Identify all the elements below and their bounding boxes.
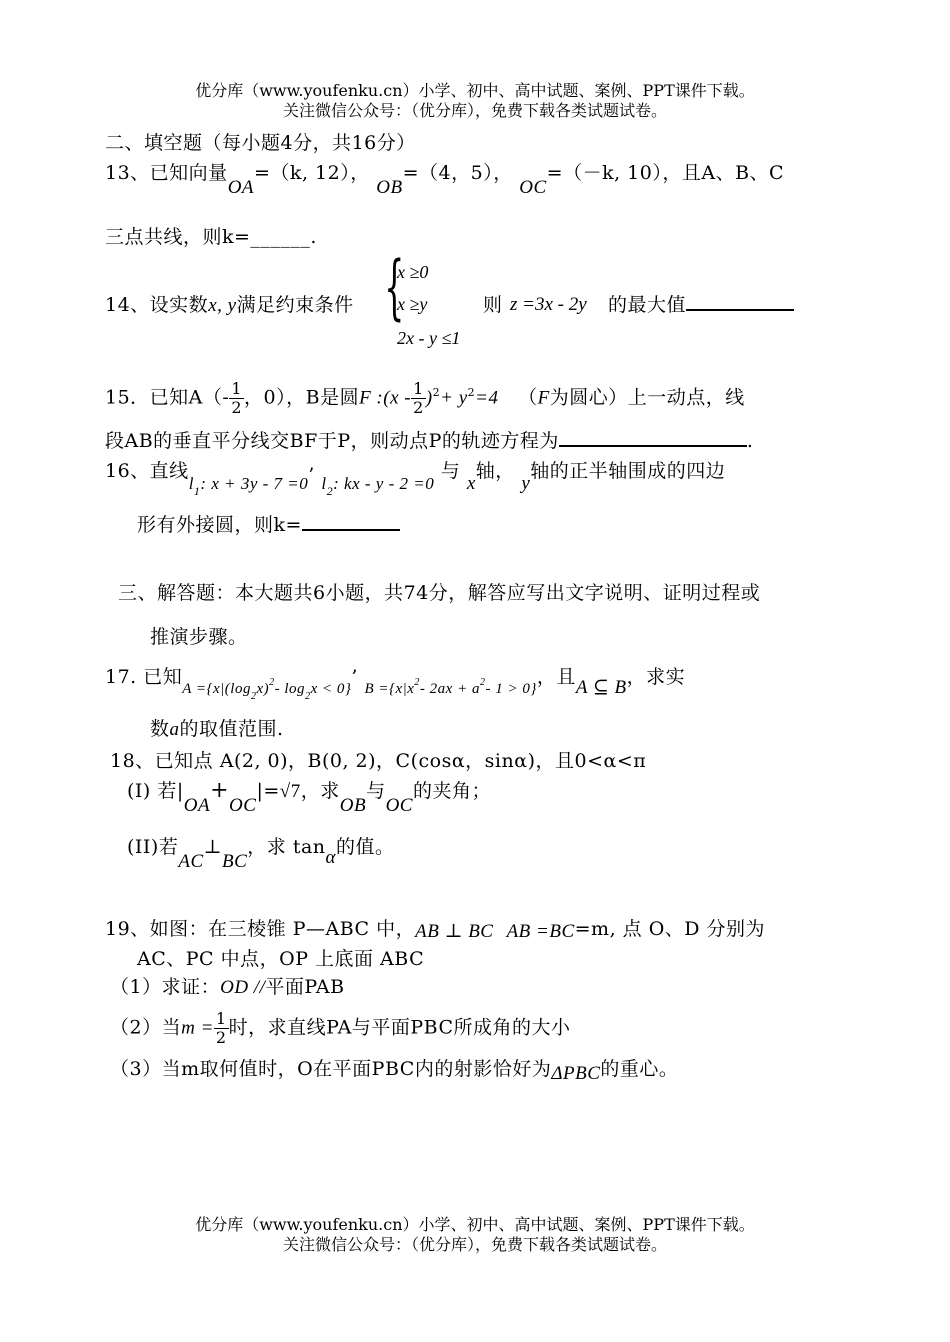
q15-circle-fraction: $\frac{1}{2}$ — [413, 379, 424, 417]
header-line-1: 优分库（www.youfenku.cn）小学、初中、高中试题、案例、PPT课件下载。 — [195, 81, 755, 100]
q19-p2b: 时，求直线PA与平面PBC所成角的大小 — [228, 1016, 571, 1039]
q15-line2-text: 段AB的垂直平分线交BF于P，则动点P的轨迹方程为 — [105, 430, 559, 452]
q15-circle-a: F :(x - — [359, 387, 412, 409]
q18-p1-tail: 的夹角； — [412, 780, 491, 802]
q13-vec-oa: OA — [227, 177, 255, 198]
q17-subset: A ⊆ B — [575, 677, 627, 698]
q15-mid: ，0），B是圆 — [244, 386, 360, 409]
q14-then: 则 — [483, 294, 503, 316]
q18-p2-qiu: ，求 tan — [247, 836, 326, 858]
q18-vec-oc-2: OC — [385, 795, 413, 816]
q16-yu: 与 — [440, 460, 461, 482]
q14-suffix: 的最大值 — [608, 294, 687, 316]
q16-x: x — [466, 473, 476, 494]
q15-line2 — [105, 426, 753, 453]
q16-answer-blank — [302, 529, 400, 531]
q16-yaxis: 轴的正半轴围成的四边 — [530, 460, 726, 482]
q13-oc-value: =（－k, 10），且A、B、C — [546, 162, 785, 184]
q14-prefix: 14、设实数 — [105, 294, 209, 316]
q14-constraint-3: 2x - y ≤1 — [397, 328, 461, 348]
q19-p1a: （1）求证： — [110, 976, 221, 998]
q16-xaxis: 轴， — [475, 460, 515, 482]
q19-part2 — [110, 1010, 570, 1047]
q14-vars: x, y — [208, 295, 237, 316]
q16-line2 — [137, 510, 400, 537]
q15-note-f: F — [537, 387, 550, 409]
q19-part1 — [110, 972, 345, 999]
q16-line-l2: $l_2$: kx - y - 2 =0 — [321, 474, 435, 498]
q16-y: y — [521, 473, 531, 494]
q13-vec-oc: OC — [519, 177, 547, 198]
q19-p3b: 的重心。 — [600, 1058, 679, 1080]
section3-title: 三、解答题：本大题共6小题，共74分，解答应写出文字说明、证明过程或 — [118, 582, 761, 604]
q19-line1a: 19、如图：在三棱锥 P—ABC 中， — [105, 918, 416, 940]
q18-p2-tail: 的值。 — [336, 836, 395, 858]
q19-p2a: （2）当 — [110, 1016, 182, 1039]
q17-var-a: a — [169, 719, 180, 740]
q19-p3a: （3）当m取何值时，O在平面PBC内的射影恰好为 — [110, 1058, 552, 1080]
q13-vec-ob: OB — [376, 177, 403, 198]
q18-p2a: (II)若 — [127, 836, 179, 858]
footer-line-2: 关注微信公众号：（优分库），免费下载各类试题试卷。 — [282, 1235, 667, 1254]
q13-prefix: 13、已知向量 — [105, 162, 228, 184]
q13-oa-value: =（k, 12）， — [254, 162, 370, 184]
q13-ob-value: =（4，5）， — [402, 162, 513, 184]
q19-perp: AB ⊥ BC — [415, 921, 494, 942]
q17-line2 — [150, 714, 284, 741]
q18-sqrt7: √7 — [279, 781, 301, 802]
q17-comma: ’ — [351, 666, 358, 688]
section2-title: 二、填空题（每小题4分，共16分） — [105, 132, 416, 154]
q19-line1 — [105, 914, 765, 941]
q19-p1b: 平面PAB — [265, 976, 345, 998]
q19-fraction: $\frac{1}{2}$ — [215, 1009, 227, 1047]
q19-eq: AB =BC — [506, 921, 575, 942]
q14-objective: z =3x - 2y — [510, 294, 587, 315]
q18-part2 — [127, 832, 395, 872]
q15-fraction-half: $\frac{1}{2}$ — [231, 379, 243, 417]
q19-triangle: ΔPBC — [551, 1063, 601, 1084]
q14-constraint-1: x ≥0 — [397, 262, 429, 282]
q17-line2a: 数 — [150, 718, 170, 740]
q15-prefix: 15．已知A（- — [105, 386, 230, 409]
q14-constraint-2: x ≥y — [397, 294, 428, 314]
q16-prefix: 16、直线 — [105, 460, 189, 482]
q18-vec-oa: OA — [183, 795, 211, 816]
q16-line-l1: $l_1$: x + 3y - 7 =0 — [188, 474, 309, 498]
q19-part3 — [110, 1054, 679, 1084]
q17-tail: ，求实 — [626, 666, 686, 688]
q14-answer-blank — [686, 309, 794, 311]
q18-perp: ⊥ — [203, 836, 222, 858]
q19-line1b: =m, 点 O、D 分别为 — [574, 918, 766, 940]
q18-vec-oc: OC — [229, 795, 257, 816]
q18-yu: 与 — [366, 780, 386, 802]
q17-set-b: B ={x|x2- 2ax + a2- 1 > 0} — [364, 677, 537, 697]
q18-eq: |= — [256, 780, 280, 802]
q18-vec-ac: AC — [178, 851, 204, 872]
q16-line2-text: 形有外接圆，则k= — [137, 514, 302, 536]
q18-vec-ob: OB — [339, 795, 367, 816]
q13-line1 — [105, 158, 785, 198]
q17-prefix: 17. 已知 — [105, 666, 183, 688]
q15-circle-c: + y — [440, 387, 468, 409]
q18-line1: 18、已知点 A(2, 0)，B(0, 2)，C(cosα，sinα)，且0<α<π — [110, 750, 647, 772]
q15-circle-b: ) — [425, 387, 433, 409]
q17-qie: ，且 — [536, 666, 576, 688]
q15-exp-2: 2 — [467, 385, 476, 399]
q15-line1 — [105, 380, 745, 417]
q15-exp-1: 2 — [432, 385, 441, 399]
header-line-2: 关注微信公众号：（优分库），免费下载各类试题试卷。 — [282, 101, 667, 120]
q14-brace: { — [384, 246, 405, 328]
q14-suffix-group — [608, 290, 794, 317]
q15-note-tail: 为圆心）上一动点，线 — [549, 386, 745, 409]
q15-circle-d: =4 — [475, 387, 499, 409]
q18-qiu: ，求 — [300, 780, 340, 802]
q19-m: m = — [181, 1017, 214, 1039]
q18-plus: + — [210, 778, 230, 803]
q19-line2: AC、PC 中点，OP 上底面 ABC — [137, 948, 425, 970]
q18-alpha: α — [325, 847, 337, 868]
q18-p1a: (I) 若| — [127, 780, 184, 802]
q14-prefix-group — [105, 290, 354, 317]
q17-set-a: A ={x|(log2x)2- log2x < 0} — [182, 677, 352, 702]
q17-line2b: 的取值范围. — [179, 718, 284, 740]
section3-title-2: 推演步骤。 — [150, 626, 248, 648]
q18-part1 — [127, 776, 491, 816]
q14-mid: 满足约束条件 — [236, 294, 354, 316]
q13-line2: 三点共线，则k=______. — [105, 226, 317, 248]
q17-line1 — [105, 662, 686, 702]
q15-note-open: （ — [518, 386, 538, 409]
q18-vec-bc: BC — [222, 851, 248, 872]
q19-od: OD // — [220, 977, 266, 998]
q15-answer-blank — [559, 445, 747, 447]
q15-dot: . — [746, 430, 754, 452]
footer-line-1: 优分库（www.youfenku.cn）小学、初中、高中试题、案例、PPT课件下载。 — [195, 1215, 755, 1234]
q16-line1: 16、直线$l_1$: x + 3y - 7 =0’ $l_2$: kx - y - 2 =0 与 x轴， y轴的正半轴围成的四边 — [105, 460, 726, 498]
